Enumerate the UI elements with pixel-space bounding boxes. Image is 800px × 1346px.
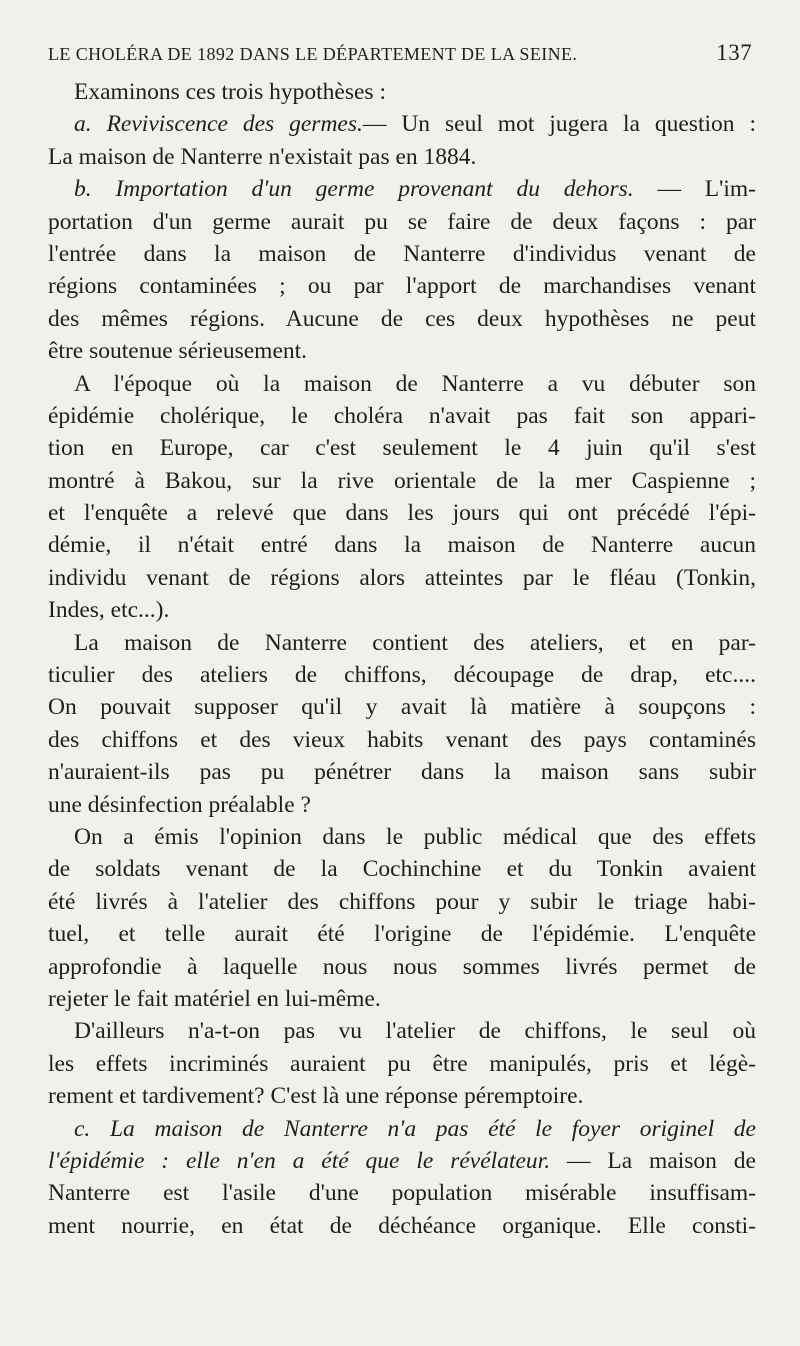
text-line [48, 108, 756, 140]
text-line [48, 1048, 756, 1080]
text-line [48, 918, 756, 950]
text-line [48, 1210, 756, 1242]
page-number: 137 [716, 40, 752, 65]
text-line [48, 756, 756, 788]
text-line [48, 368, 756, 400]
text-line [48, 238, 756, 270]
text-line [48, 1113, 756, 1145]
text-line [48, 206, 756, 238]
text-line [48, 141, 756, 173]
text-line [48, 983, 756, 1015]
text-line [48, 497, 756, 529]
line-text: être soutenue sérieusement. [48, 338, 308, 365]
text-line [48, 270, 756, 302]
text-line [48, 691, 756, 723]
running-title: LE CHOLÉRA DE 1892 DANS LE DÉPARTEMENT DE LA SEINE. [48, 44, 578, 64]
text-line [48, 432, 756, 464]
text-line [48, 1177, 756, 1209]
line-text: rejeter le fait matériel en lui-même. [48, 985, 381, 1012]
italic-text: a. Reviviscence des germes. [74, 111, 363, 138]
line-text: — La maison de [550, 1147, 756, 1174]
line-text: l'entrée dans la maison de Nanterre d'individus venant de [48, 240, 756, 267]
line-text: individu venant de régions alors atteintes par le fléau (Tonkin, [48, 564, 756, 591]
line-text: rement et tardivement? C'est là une réponse péremptoire. [48, 1083, 584, 1110]
line-text: régions contaminées ; ou par l'apport de marchandises venant [48, 273, 756, 300]
line-text: Indes, etc...). [48, 597, 170, 624]
line-text: n'auraient-ils pas pu pénétrer dans la maison sans subir [48, 759, 756, 786]
line-text: une désinfection préalable ? [48, 791, 311, 818]
line-text: On pouvait supposer qu'il y avait là matière à soupçons : [48, 694, 756, 721]
running-header [48, 40, 752, 70]
line-text: D'ailleurs n'a-t-on pas vu l'atelier de chiffons, le seul où [74, 1018, 756, 1045]
text-line [48, 400, 756, 432]
line-text: A l'époque où la maison de Nanterre a vu débuter son [74, 370, 756, 397]
line-text: épidémie cholérique, le choléra n'avait pas fait son appari- [48, 402, 756, 429]
text-line [48, 529, 756, 561]
line-text: — L'im- [633, 176, 756, 203]
line-text: ticulier des ateliers de chiffons, découpage de drap, etc.... [48, 662, 756, 689]
text-line [48, 853, 756, 885]
text-line [48, 1145, 756, 1177]
text-line [48, 724, 756, 756]
text-line [48, 76, 756, 108]
italic-text: b. Importation d'un germe provenant du dehors. [74, 176, 634, 203]
text-line [48, 886, 756, 918]
line-text: tion en Europe, car c'est seulement le 4 juin qu'il s'est [48, 435, 756, 462]
text-line [48, 465, 756, 497]
text-line [48, 303, 756, 335]
line-text: et l'enquête a relevé que dans les jours qui ont précédé l'épi- [48, 500, 756, 527]
line-text: montré à Bakou, sur la rive orientale de la mer Caspienne ; [48, 467, 756, 494]
text-line [48, 821, 756, 853]
text-line [48, 659, 756, 691]
line-text: Nanterre est l'asile d'une population misérable insuffisam- [48, 1180, 756, 1207]
line-text: approfondie à laquelle nous nous sommes livrés permet de [48, 953, 756, 980]
italic-text: c. La maison de Nanterre n'a pas été le foyer originel de [74, 1115, 756, 1142]
line-text: — Un seul mot jugera la question : [362, 111, 756, 138]
text-line [48, 1080, 756, 1112]
text-line [48, 335, 756, 367]
line-text: des chiffons et des vieux habits venant des pays contaminés [48, 726, 756, 753]
line-text: de soldats venant de la Cochinchine et du Tonkin avaient [48, 856, 756, 883]
line-text: La maison de Nanterre contient des ateliers, et en par- [74, 629, 756, 656]
line-text: démie, il n'était entré dans la maison de Nanterre aucun [48, 532, 756, 559]
line-text: ment nourrie, en état de déchéance organique. Elle consti- [48, 1212, 756, 1239]
line-text: portation d'un germe aurait pu se faire de deux façons : par [48, 208, 756, 235]
line-text: Examinons ces trois hypothèses : [74, 79, 386, 105]
line-text: tuel, et telle aurait été l'origine de l'épidémie. L'enquête [48, 921, 756, 948]
text-line [48, 562, 756, 594]
text-line [48, 594, 756, 626]
line-text: On a émis l'opinion dans le public médical que des effets [74, 823, 756, 850]
text-line [48, 789, 756, 821]
line-text: été livrés à l'atelier des chiffons pour y subir le triage habi- [48, 888, 756, 915]
line-text: les effets incriminés auraient pu être manipulés, pris et légè- [48, 1050, 756, 1077]
line-text: La maison de Nanterre n'existait pas en 1884. [48, 143, 477, 170]
text-line [48, 627, 756, 659]
italic-text: l'épidémie : elle n'en a été que le révélateur. [48, 1147, 551, 1174]
text-line [48, 1015, 756, 1047]
text-line [48, 951, 756, 983]
text-line [48, 173, 756, 205]
body-text [48, 76, 756, 1242]
line-text: des mêmes régions. Aucune de ces deux hypothèses ne peut [48, 305, 756, 332]
